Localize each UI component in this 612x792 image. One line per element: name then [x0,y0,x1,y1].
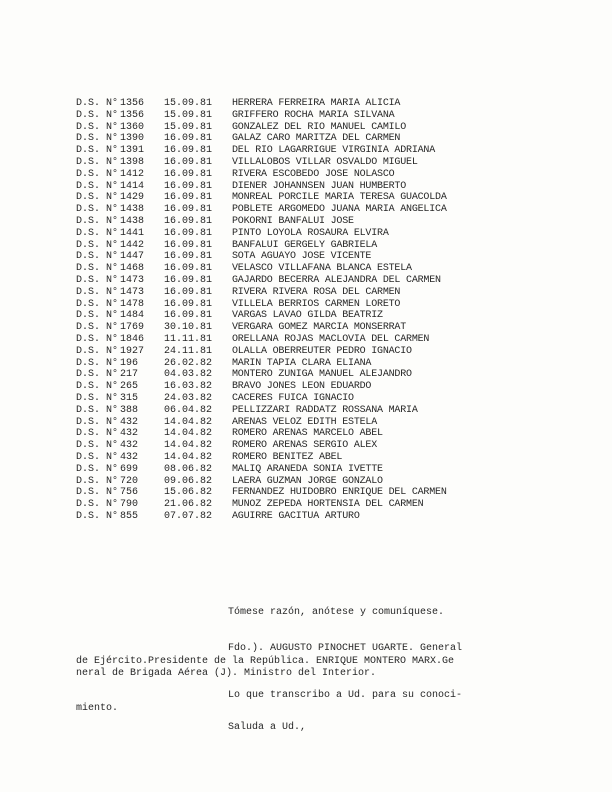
decree-name: DEL RIO LAGARRIGUE VIRGINIA ADRIANA [232,145,436,157]
decree-date: 16.09.81 [164,251,213,263]
decree-row [76,428,596,440]
decree-prefix: D.S. N° [76,322,119,334]
decree-name: ROMERO BENITEZ ABEL [232,451,343,463]
decree-date: 16.09.81 [164,180,213,192]
decree-date: 09.06.82 [164,475,213,487]
decree-prefix: D.S. N° [76,204,119,216]
decree-prefix: D.S. N° [76,463,119,475]
decree-row [76,145,596,157]
decree-name: ORELLANA ROJAS MACLOVIA DEL CARMEN [232,333,430,345]
decree-name: RIVERA RIVERA ROSA DEL CARMEN [232,286,401,298]
signature-first-line: Fdo.). AUGUSTO PINOCHET UGARTE. General [228,643,463,654]
decree-name: MARIN TAPIA CLARA ELIANA [232,357,372,369]
decree-number: 432 [120,416,139,428]
decree-date: 14.04.82 [164,451,213,463]
decree-date: 16.03.82 [164,381,213,393]
decree-number: 196 [120,357,139,369]
decree-row [76,110,596,122]
decree-number: 1438 [120,204,145,216]
decree-prefix: D.S. N° [76,345,119,357]
decree-row [76,275,596,287]
decree-name: MONREAL PORCILE MARIA TERESA GUACOLDA [232,192,447,204]
decree-number: 1769 [120,322,145,334]
decree-date: 08.06.82 [164,463,213,475]
decree-date: 30.10.81 [164,322,213,334]
decree-date: 16.09.81 [164,168,213,180]
decree-number: 1390 [120,133,145,145]
closing-formula [76,607,444,620]
decree-prefix: D.S. N° [76,227,119,239]
decree-prefix: D.S. N° [76,145,119,157]
decree-date: 15.09.81 [164,109,213,121]
transcription-rest: miento. [76,702,119,714]
decree-row [76,133,596,145]
decree-date: 04.03.82 [164,369,213,381]
decree-name: ROMERO ARENAS SERGIO ALEX [232,440,378,452]
decree-date: 16.09.81 [164,286,213,298]
decree-number: 1468 [120,263,145,275]
decree-name: AGUIRRE GACITUA ARTURO [232,510,360,522]
closing-formula-text: Tómese razón, anótese y comuníquese. [228,607,445,618]
decree-prefix: D.S. N° [76,98,119,109]
decree-number: 1473 [120,274,145,286]
decree-date: 21.06.82 [164,499,213,511]
decree-prefix: D.S. N° [76,416,119,428]
decree-row [76,487,596,499]
decree-name: PELLIZZARI RADDATZ ROSSANA MARIA [232,404,418,416]
decree-date: 16.09.81 [164,204,213,216]
decree-row [76,499,596,511]
decree-number: 217 [120,369,139,381]
decree-prefix: D.S. N° [76,239,119,251]
decree-prefix: D.S. N° [76,428,119,440]
decree-row [76,157,596,169]
decree-prefix: D.S. N° [76,487,119,499]
decree-row [76,369,596,381]
signature-rest: de Ejército.Presidente de la República. ENRIQUE MONTERO MARX.Ge neral de Brigada Aérea (J). Ministro del Interior. [76,655,455,679]
decree-date: 15.09.81 [164,98,213,109]
decree-name: VERGARA GOMEZ MARCIA MONSERRAT [232,322,407,334]
decree-prefix: D.S. N° [76,109,119,121]
decree-date: 16.09.81 [164,263,213,275]
decree-number: 265 [120,381,139,393]
decree-date: 11.11.81 [164,333,213,345]
decree-name: BRAVO JONES LEON EDUARDO [232,381,372,393]
transcription-first-line: Lo que transcribo a Ud. para su conoci- [228,690,463,701]
decree-name: BANFALUI GERGELY GABRIELA [232,239,378,251]
decree-name: GALAZ CARO MARITZA DEL CARMEN [232,133,401,145]
decree-name: VELASCO VILLAFAÑA BLANCA ESTELA [232,263,412,275]
decree-date: 16.09.81 [164,215,213,227]
decree-date: 16.09.81 [164,192,213,204]
decree-prefix: D.S. N° [76,263,119,275]
decree-prefix: D.S. N° [76,298,119,310]
salutation [76,722,306,735]
decree-number: 1442 [120,239,145,251]
decree-number: 790 [120,499,139,511]
decree-prefix: D.S. N° [76,310,119,322]
decree-number: 1412 [120,168,145,180]
decree-name: CACERES FUICA IGNACIO [232,392,354,404]
decree-name: VILLALOBOS VILLAR OSVALDO MIGUEL [232,156,418,168]
decree-number: 1478 [120,298,145,310]
decree-number: 720 [120,475,139,487]
decree-name: VARGAS LAVAO GILDA BEATRIZ [232,310,383,322]
decree-date: 06.04.82 [164,404,213,416]
decree-prefix: D.S. N° [76,381,119,393]
decree-name: POBLETE ARGOMEDO JUANA MARIA ANGELICA [232,204,447,216]
decree-row [76,393,596,405]
decree-number: 432 [120,451,139,463]
decree-date: 24.03.82 [164,392,213,404]
decree-row [76,405,596,417]
decree-name: LAERA GUZMAN JORGE GONZALO [232,475,383,487]
decree-name: DIENER JOHANNSEN JUAN HUMBERTO [232,180,407,192]
decree-row [76,204,596,216]
decree-number: 1846 [120,333,145,345]
decree-name: GRIFFERO ROCHA MARIA SILVANA [232,109,395,121]
decree-row [76,464,596,476]
decree-row [76,511,596,523]
decree-number: 1441 [120,227,145,239]
decree-row [76,251,596,263]
decree-number: 388 [120,404,139,416]
decree-row [76,310,596,322]
decree-name: MUÑOZ ZEPEDA HORTENSIA DEL CARMEN [232,499,424,511]
decree-number: 315 [120,392,139,404]
decree-row [76,240,596,252]
decree-date: 14.04.82 [164,428,213,440]
decree-date: 15.06.82 [164,487,213,499]
decree-number: 1398 [120,156,145,168]
decree-date: 14.04.82 [164,440,213,452]
decree-prefix: D.S. N° [76,180,119,192]
decree-date: 15.09.81 [164,121,213,133]
decree-date: 16.09.81 [164,298,213,310]
decree-name: MONTERO ZUÑIGA MANUEL ALEJANDRO [232,369,412,381]
decree-name: SOTA AGUAYO JOSE VICENTE [232,251,372,263]
decree-name: MALIQ ARANEDA SONIA IVETTE [232,463,383,475]
decree-number: 1429 [120,192,145,204]
decree-number: 1447 [120,251,145,263]
decree-name: HERRERA FERREIRA MARIA ALICIA [232,98,401,109]
decree-date: 16.09.81 [164,156,213,168]
decree-prefix: D.S. N° [76,215,119,227]
decree-number: 855 [120,510,139,522]
decree-row [76,228,596,240]
decree-date: 16.09.81 [164,310,213,322]
decree-prefix: D.S. N° [76,156,119,168]
decree-prefix: D.S. N° [76,168,119,180]
decree-name: VILLELA BERRIOS CARMEN LORETO [232,298,401,310]
decree-number: 432 [120,428,139,440]
decree-row [76,358,596,370]
decree-name: RIVERA ESCOBEDO JOSE NOLASCO [232,168,395,180]
decree-number: 1484 [120,310,145,322]
decree-date: 24.11.81 [164,345,213,357]
transcription-paragraph [76,690,462,715]
decree-prefix: D.S. N° [76,369,119,381]
decree-date: 16.09.81 [164,227,213,239]
decree-prefix: D.S. N° [76,357,119,369]
decree-name: OLALLA OBERREUTER PEDRO IGNACIO [232,345,412,357]
decree-name: POKORNI BANFALUI JOSE [232,215,354,227]
decree-prefix: D.S. N° [76,392,119,404]
decree-date: 16.09.81 [164,239,213,251]
decree-row [76,322,596,334]
decree-list [76,98,596,523]
decree-prefix: D.S. N° [76,251,119,263]
decree-number: 1360 [120,121,145,133]
decree-row [76,346,596,358]
decree-number: 1414 [120,180,145,192]
decree-number: 432 [120,440,139,452]
decree-prefix: D.S. N° [76,404,119,416]
decree-number: 1473 [120,286,145,298]
decree-number: 1356 [120,109,145,121]
decree-row [76,192,596,204]
decree-row [76,452,596,464]
decree-number: 1391 [120,145,145,157]
decree-name: ROMERO ARENAS MARCELO ABEL [232,428,383,440]
decree-date: 14.04.82 [164,416,213,428]
decree-row [76,216,596,228]
decree-prefix: D.S. N° [76,121,119,133]
decree-row [76,417,596,429]
decree-row [76,98,596,110]
decree-prefix: D.S. N° [76,440,119,452]
decree-name: FERNANDEZ HUIDOBRO ENRIQUE DEL CARMEN [232,487,447,499]
decree-row [76,287,596,299]
decree-row [76,476,596,488]
decree-name: GAJARDO BECERRA ALEJANDRA DEL CARMEN [232,274,441,286]
decree-row [76,181,596,193]
decree-date: 16.09.81 [164,145,213,157]
decree-date: 07.07.82 [164,510,213,522]
decree-number: 1438 [120,215,145,227]
decree-row [76,263,596,275]
decree-prefix: D.S. N° [76,274,119,286]
decree-date: 16.09.81 [164,133,213,145]
decree-number: 1356 [120,98,145,109]
decree-row [76,440,596,452]
decree-row [76,122,596,134]
decree-row [76,334,596,346]
decree-number: 699 [120,463,139,475]
decree-prefix: D.S. N° [76,192,119,204]
decree-prefix: D.S. N° [76,499,119,511]
decree-row [76,169,596,181]
decree-date: 26.02.82 [164,357,213,369]
decree-row [76,381,596,393]
decree-name: GONZALEZ DEL RIO MANUEL CAMILO [232,121,407,133]
decree-prefix: D.S. N° [76,333,119,345]
decree-date: 16.09.81 [164,274,213,286]
decree-row [76,299,596,311]
decree-prefix: D.S. N° [76,475,119,487]
decree-number: 1927 [120,345,145,357]
decree-prefix: D.S. N° [76,133,119,145]
decree-name: ARENAS VELOZ EDITH ESTELA [232,416,378,428]
signature-paragraph [76,643,462,681]
decree-name: PINTO LOYOLA ROSAURA ELVIRA [232,227,389,239]
decree-number: 756 [120,487,139,499]
salutation-text: Saluda a Ud., [228,722,307,733]
decree-prefix: D.S. N° [76,510,119,522]
decree-prefix: D.S. N° [76,286,119,298]
decree-prefix: D.S. N° [76,451,119,463]
